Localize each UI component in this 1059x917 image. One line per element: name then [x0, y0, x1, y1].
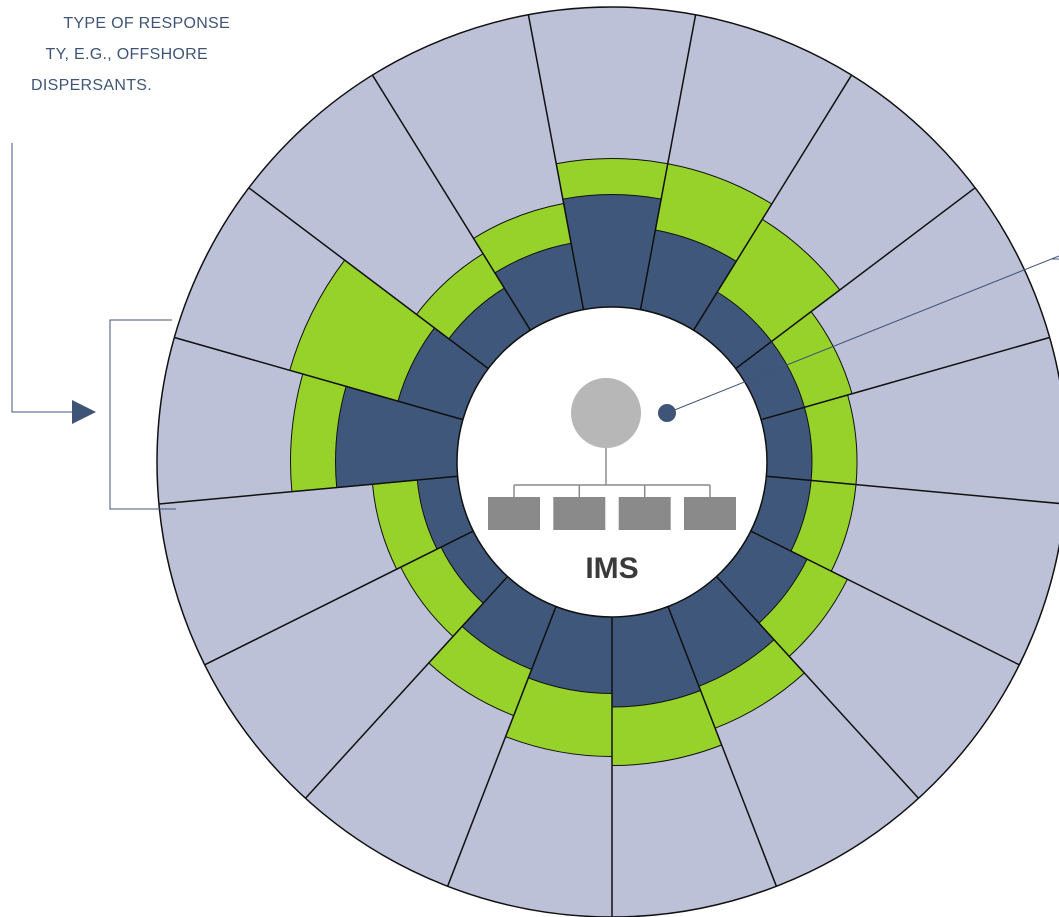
response-type-caption: [0, 0, 230, 140]
org-chart-box: [488, 497, 540, 530]
ims-label: IMS: [585, 552, 639, 585]
sector-bracket-pointer: [12, 143, 176, 509]
org-chart-box: [684, 497, 736, 530]
org-chart-box: [619, 497, 671, 530]
arrow-connector-line: [12, 143, 78, 412]
sector-5-navy-band: [761, 407, 812, 480]
arrow-head-icon: [72, 400, 96, 424]
caption-line-1: TYPE OF RESPONSE: [63, 15, 230, 32]
caption-line-2: TY, E.G., OFFSHORE: [45, 46, 208, 63]
response-wheel: [157, 7, 1059, 917]
org-chart-top-node: [571, 378, 641, 448]
org-chart-box: [553, 497, 605, 530]
caption-line-3: DISPERSANTS.: [31, 77, 152, 94]
callout-dot: [658, 404, 676, 422]
